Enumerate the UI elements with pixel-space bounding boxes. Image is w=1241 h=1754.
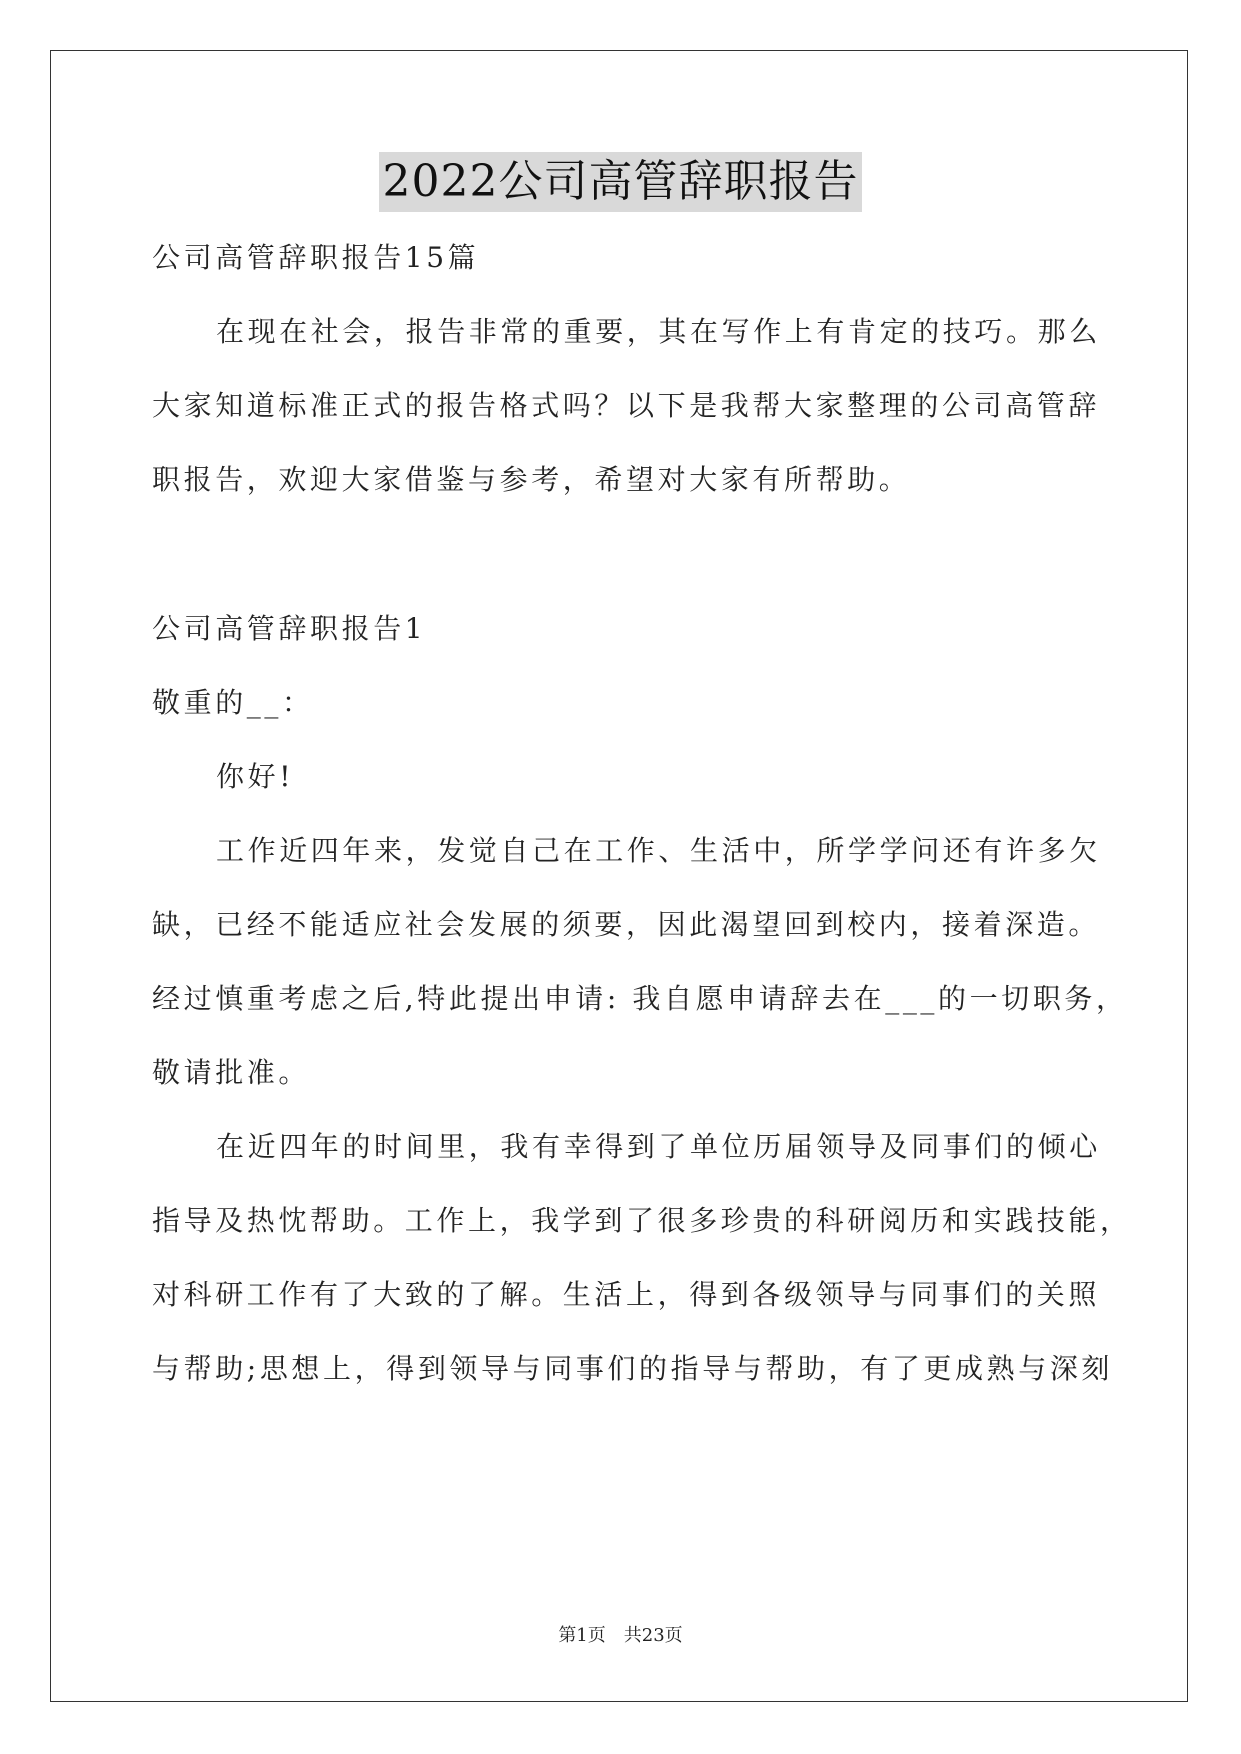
- subtitle-line: 公司高管辞职报告15篇: [152, 241, 480, 274]
- paragraph-line: 在现在社会，报告非常的重要，其在写作上有肯定的技巧。那么: [216, 315, 1101, 348]
- paragraph-line: 指导及热忱帮助。工作上，我学到了很多珍贵的科研阅历和实践技能，: [152, 1204, 1132, 1237]
- greeting-line: 你好!: [216, 760, 295, 793]
- paragraph-line: 职报告，欢迎大家借鉴与参考，希望对大家有所帮助。: [152, 463, 911, 496]
- salutation-line: 敬重的__：: [152, 686, 314, 719]
- paragraph-line: 大家知道标准正式的报告格式吗？以下是我帮大家整理的公司高管辞: [152, 389, 1101, 422]
- paragraph-line: 在近四年的时间里，我有幸得到了单位历届领导及同事们的倾心: [216, 1130, 1101, 1163]
- paragraph-line: 对科研工作有了大致的了解。生活上，得到各级领导与同事们的关照: [152, 1278, 1101, 1311]
- paragraph-line: 经过慎重考虑之后,特此提出申请: 我自愿申请辞去在___的一切职务，: [152, 982, 1128, 1015]
- title-container: [0, 152, 1241, 212]
- section-heading: 公司高管辞职报告1: [152, 612, 427, 645]
- page-border: [50, 50, 1188, 1702]
- document-title: 2022公司高管辞职报告: [379, 152, 863, 212]
- paragraph-line: 缺，已经不能适应社会发展的须要，因此渴望回到校内，接着深造。: [152, 908, 1101, 941]
- paragraph-line: 工作近四年来，发觉自己在工作、生活中，所学学问还有许多欠: [216, 834, 1101, 867]
- paragraph-line: 敬请批准。: [152, 1056, 311, 1089]
- page-number-footer: 第1页 共23页: [558, 1625, 683, 1646]
- paragraph-line: 与帮助;思想上，得到领导与同事们的指导与帮助，有了更成熟与深刻: [152, 1352, 1114, 1385]
